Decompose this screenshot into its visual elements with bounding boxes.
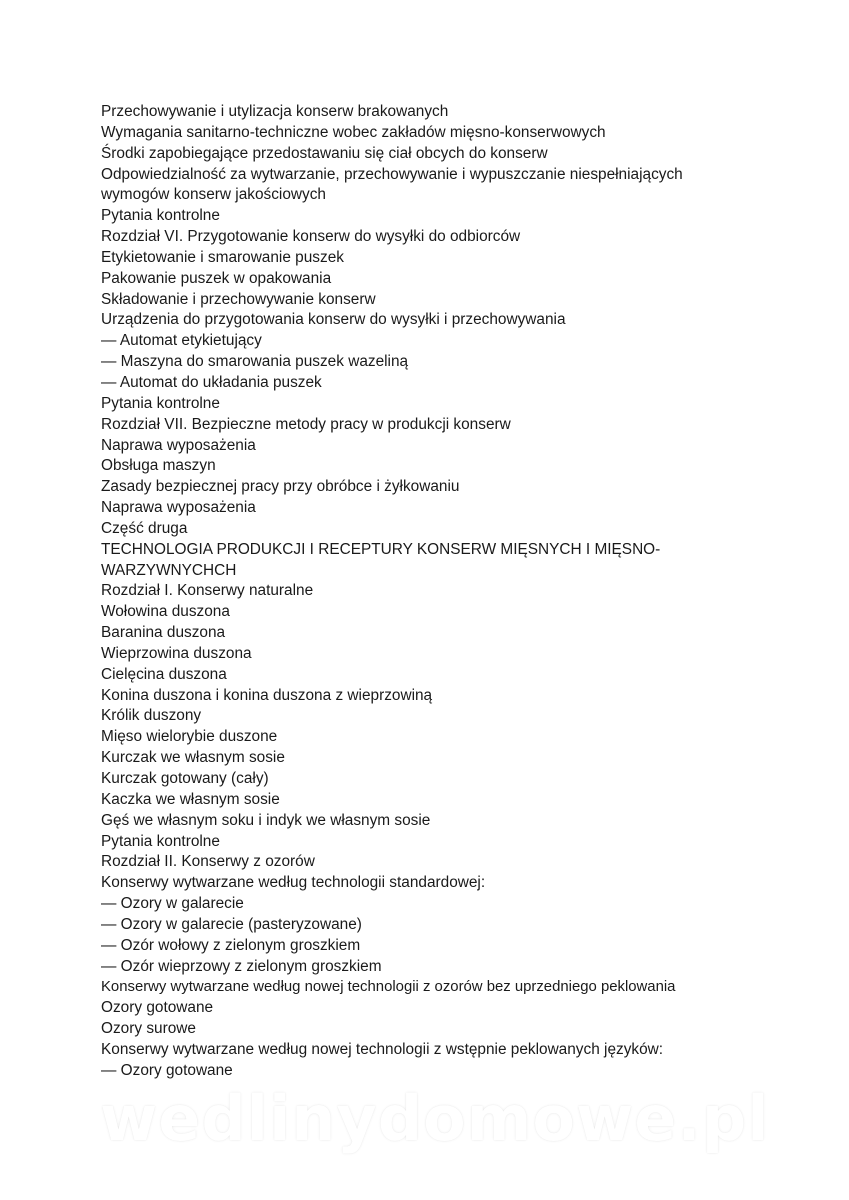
toc-line: Środki zapobiegające przedostawaniu się ciał obcych do konserw — [101, 144, 548, 162]
chapter-heading: Rozdział VI. Przygotowanie konserw do wysyłki do odbiorców — [101, 228, 521, 246]
toc-line: — Automat etykietujący — [101, 332, 262, 350]
toc-line: Naprawa wyposażenia — [101, 436, 256, 454]
toc-line: Cielęcina duszona — [101, 665, 227, 683]
toc-line: Gęś we własnym soku i indyk we własnym sosie — [101, 811, 431, 829]
toc-line: Mięso wielorybie duszone — [101, 728, 278, 746]
toc-line: Przechowywanie i utylizacja konserw brakowanych — [101, 103, 449, 120]
toc-line: Wieprzowina duszona — [101, 644, 252, 662]
toc-line: Wymagania sanitarno-techniczne wobec zakładów mięsno-konserwowych — [101, 123, 606, 141]
toc-line: — Ozór wieprzowy z zielonym groszkiem — [101, 957, 382, 975]
toc-line: Etykietowanie i smarowanie puszek — [101, 248, 344, 266]
part-title: TECHNOLOGIA PRODUKCJI I RECEPTURY KONSERW MIĘSNYCH I MIĘSNO-WARZYWNYCHCH — [101, 540, 661, 579]
chapter-heading: Rozdział I. Konserwy naturalne — [101, 582, 314, 600]
toc-line: — Ozory w galarecie (pasteryzowane) — [101, 915, 362, 933]
toc-line: Pytania kontrolne — [101, 207, 220, 225]
toc-line: Zasady bezpiecznej pracy przy obróbce i żyłkowaniu — [101, 478, 460, 496]
toc-line: Pytania kontrolne — [101, 832, 220, 850]
toc-line: Odpowiedzialność za wytwarzanie, przechowywanie i wypuszczanie niespełniających wymogów konserw jakościowych — [101, 165, 683, 204]
toc-line: Pytania kontrolne — [101, 394, 220, 412]
watermark: wedlinydomowe.pl — [100, 1082, 770, 1155]
toc-line: Konserwy wytwarzane według technologii standardowej: — [101, 874, 486, 892]
toc-line: Obsługa maszyn — [101, 457, 216, 475]
toc-line: Baranina duszona — [101, 624, 226, 642]
toc-line: Naprawa wyposażenia — [101, 499, 256, 517]
toc-line: — Ozór wołowy z zielonym groszkiem — [101, 936, 361, 954]
toc-line: — Automat do układania puszek — [101, 373, 322, 391]
table-of-contents — [101, 102, 761, 1082]
toc-line: Pakowanie puszek w opakowania — [101, 269, 332, 287]
toc-line: — Maszyna do smarowania puszek wazeliną — [101, 353, 409, 371]
toc-line: Kurczak gotowany (cały) — [101, 770, 269, 787]
toc-line: Ozory surowe — [101, 1020, 196, 1038]
toc-line: Królik duszony — [101, 707, 202, 725]
toc-line: Ozory gotowane — [101, 999, 214, 1017]
toc-line: Składowanie i przechowywanie konserw — [101, 290, 376, 308]
chapter-heading: Rozdział II. Konserwy z ozorów — [101, 853, 315, 871]
toc-line: — Ozory gotowane — [101, 1061, 233, 1079]
chapter-heading: Rozdział VII. Bezpieczne metody pracy w produkcji konserw — [101, 415, 511, 433]
toc-line: Urządzenia do przygotowania konserw do wysyłki i przechowywania — [101, 311, 566, 329]
part-heading: Część druga — [101, 519, 188, 537]
toc-line: Konserwy wytwarzane według nowej technologii z wstępnie peklowanych języków: — [101, 1040, 664, 1058]
toc-line: — Ozory w galarecie — [101, 895, 244, 913]
toc-line: Konserwy wytwarzane według nowej technologii z ozorów bez uprzedniego peklowania — [101, 979, 676, 996]
toc-line: Kurczak we własnym sosie — [101, 749, 285, 767]
toc-line: Konina duszona i konina duszona z wieprzowiną — [101, 686, 433, 704]
toc-line: Wołowina duszona — [101, 603, 230, 621]
toc-line: Kaczka we własnym sosie — [101, 790, 280, 808]
